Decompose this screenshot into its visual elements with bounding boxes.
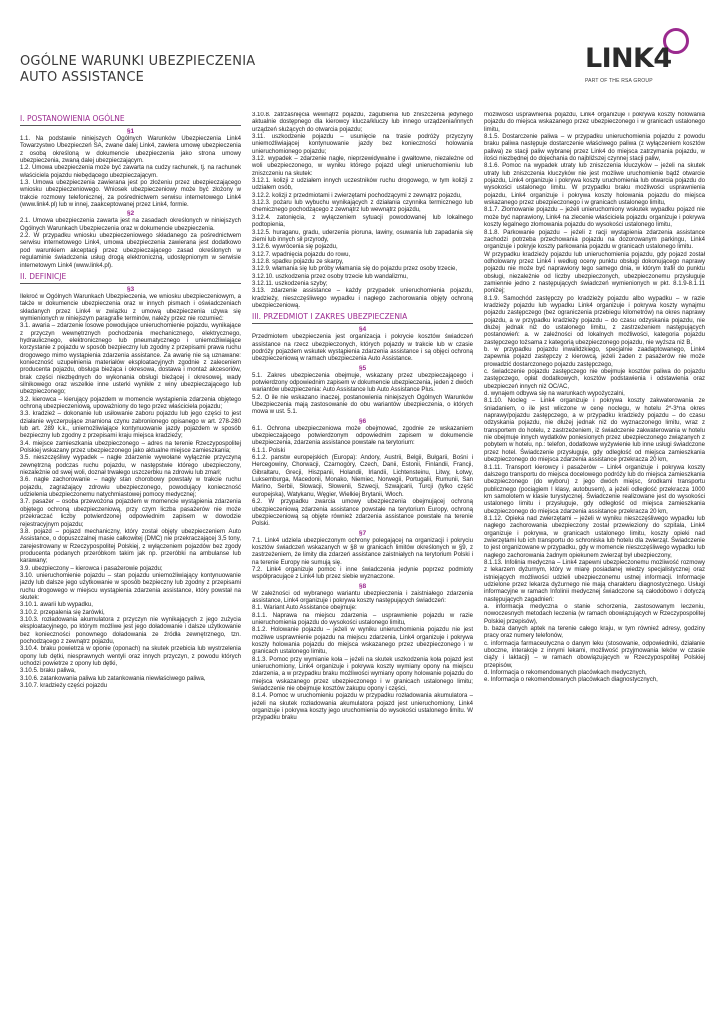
text-column-1 — [20, 112, 241, 1014]
paragraph: 6.1.2. panstw europejskich (Europa): Andory, Austrii, Belgii, Bułgarii, Bośni i Hercegowiny, Chorwacji, Czarnogóry, Czech, Danii, Estonii, Finlandii, Francji, Gibraltaru, Grecji, Hiszpanii, Holandii, Irlandii, Lichtensteinu, Litwy, Łotwy, Luksemburga, Macedonii, Monako, Niemiec, Norwegii, Portugalii, Rumunii, San Marino, Serbii, Słowacji, Słowenii, Szwecji, Szwajcarii, Turcji (tylko część europejska), Watykanu, Węgier, Wielkiej Brytanii, Włoch. — [252, 455, 473, 498]
paragraph: 3.11. uszkodzenie pojazdu – usunięcie na trasie podróży przyczyny uniemożliwiającej kontynuowanie jazdy bez konieczności holowania unieruchomionego pojazdu; — [252, 134, 473, 155]
paragraph: d. wynajem odbywa się na warunkach wypożyczalni, — [484, 391, 625, 398]
paragraph: 2.2. W przypadku wniosku ubezpieczeniowego składanego za pośrednictwem serwisu internetowego Link4, umowa ubezpieczenia zawierana jest dodatkowo pod warunkiem akceptacji przez ubezpieczającego zasad określonych w regulaminie świadczenia usług drogą elektroniczną, udostępnionym w serwisie internetowym Link4 (www.link4.pl). — [20, 233, 241, 269]
text-column-3 — [484, 112, 705, 1014]
paragraph: 3.10.1. awarii lub wypadku, — [20, 602, 93, 609]
paragraph: 1.2. Umowa ubezpieczenia może być zawarta na cudzy rachunek, tj. na rachunek właściciela pojazdu niebędącego ubezpieczającym. — [20, 165, 241, 179]
paragraph: 3.13. zdarzenie assistance – każdy przypadek unieruchomienia pojazdu, kradzieży, nieszczęśliwego wypadku i nagłego zachorowania objęty ochroną ubezpieczeniową. — [252, 288, 473, 309]
paragraph: 3.10.2. przepalenia się żarówki, — [20, 609, 105, 616]
paragraph: Ilekroć w Ogólnych Warunkach Ubezpieczenia, we wniosku ubezpieczeniowym, a także w dokumencie ubezpieczenia oraz w innych pismach i oświadczeniach składanych przez Link4 w związku z umową ubezpieczenia używa się wymienionych w niniejszym paragrafie terminów, należy przez nie rozumieć: — [20, 293, 241, 322]
paragraph: W przypadku kradzieży pojazdu lub unieruchomienia pojazdu, gdy pojazd został odholowany przez Link4 i według oceny punktu obsługi dokonującego naprawy pojazdu nie może być naprawiony tego samego dnia, w którym trafił do punktu obsługi, niezależnie od liczby ubezpieczonych, ubezpieczonemu przysługuje zamiennie jedno z następujących świadczeń wymienionych w pkt. 8.1.9-8.1.11 poniżej; — [484, 251, 705, 295]
paragraph-number: §2 — [126, 210, 135, 218]
paragraph: 8.1.5. Dostarczenie paliwa – w przypadku unieruchomienia pojazdu z powodu braku paliwa następuje dostarczenie właściwego paliwa (z wyłączeniem kosztów paliwa) ze stacji paliw wybranej przez Link4 do miejsca zatrzymania pojazdu, w ilości niezbędnej do dojechania do najbliższej czynnej stacji paliw, — [484, 134, 705, 163]
paragraph: 1.1. Na podstawie niniejszych Ogólnych Warunków Ubezpieczenia Link4 Towarzystwo Ubezpieczeń SA, zwane dalej Link4, zawiera umowę ubezpieczenia z osobą określoną w dokumencie ubezpieczenia jako strona umowy ubezpieczenia, zwaną dalej ubezpieczającym. — [20, 136, 241, 165]
paragraph: możliwości usprawnienia pojazdu, Link4 organizuje i pokrywa koszty holowania pojazdu do miejsca wskazanego przez ubezpieczonego i w granicach ustalonego limitu, — [484, 112, 705, 133]
paragraph-number: §8 — [358, 582, 367, 590]
paragraph: 8.1.1. Naprawa na miejscu zdarzenia – usprawnienie pojazdu w razie unieruchomienia pojazdu do wysokości ustalonego limitu, — [252, 612, 473, 626]
paragraph: 3.10.4. braku powietrza w oponie (oponach) na skutek przebicia lub wystrzelenia opony lub dętki, niesprawnych wentyli oraz innych przyczyn, z powodu których uchodzi powietrze z opony lub dętki, — [20, 646, 241, 668]
paragraph-number: §1 — [126, 128, 135, 135]
logo-wordmark: LINK4 — [585, 43, 672, 74]
paragraph: 3.12.9. włamania się lub próby włamania się do pojazdu przez osoby trzecie, — [252, 266, 458, 273]
paragraph-number: §3 — [126, 285, 135, 293]
paragraph: 3.10.6. zatankowania paliwa lub zatankowania niewłaściwego paliwa, — [20, 675, 206, 682]
paragraph: 3.10.7. kradzieży części pojazdu — [20, 683, 108, 690]
paragraph: 3.12.11. uszkodzenia szyby; — [252, 280, 328, 287]
paragraph: c. informacja farmaceutyczna o danym leku (stosowanie, odpowiedniki, działanie uboczne, interakcje z innymi lekami, możliwość przyjmowania leków w czasie ciąży i laktacji) – w ramach obowiązujących w Rzeczypospolitej Polskiej przepisów, — [484, 640, 705, 669]
paragraph: 8.1.4. Pomoc w uruchomieniu pojazdu w przypadku rozładowania akumulatora – jeżeli na skutek rozładowania akumulatora pojazd jest unieruchomiony, Link4 organizuje i pokrywa koszty jego uruchomienia do wysokości ustalonego limitu. W przypadku braku — [252, 693, 473, 722]
paragraph: 3.12.7. wpadnięcia pojazdu do rowu, — [252, 251, 351, 258]
paragraph: b. w przypadku pojazdu inwalidzkiego, specjalnie zaadaptowanego, Link4 zapewnia pojazd zastępczy z kierowcą, jeżeli żaden z pasażerów nie może prowadzić dostarczonego pojazdu zastępczego, — [484, 347, 705, 368]
paragraph: 3.12.6. wywrócenia się pojazdu, — [252, 244, 338, 251]
document-body — [20, 112, 705, 1014]
paragraph: 8.1.11. Transport kierowcy i pasażerów – Link4 organizuje i pokrywa koszty dalszego transportu do miejsca docelowego podróży lub do miejsca zamieszkania ubezpieczonego (do wyboru) z jego dwóch miejsc, środkami transportu publicznego (pociągiem I klasy, autobusem), a jeżeli odległość przekracza 1000 km samolotem w klasie turystycznej. Świadczenie realizowane jest do wysokości ustalonego limitu i przysługuje, gdy odległość od miejsca zamieszkania ubezpieczonego do miejsca zdarzenia assistance przekracza 20 km, — [484, 464, 705, 515]
paragraph: 3.7. pasażer – osoba przewożona pojazdem w momencie wystąpienia zdarzenia objętego ochroną ubezpieczeniową, przy czym liczba pasażerów nie może przekraczać liczby potwierdzonej odpowiednim zapisem w dowodzie rejestracyjnym pojazdu; — [20, 499, 241, 528]
paragraph: 3.12.1. kolizji z udziałem innych uczestników ruchu drogowego, w tym kolizji z udziałem osób, — [252, 178, 473, 192]
document-title-line-2: AUTO ASSISTANCE — [20, 70, 145, 85]
paragraph: 3.6. nagłe zachorowanie – nagły stan chorobowy powstały w trakcie ruchu pojazdu, zagrażający zdrowiu ubezpieczonego, powodujący konieczność udzielenia ubezpieczonemu natychmiastowej pomocy medycznej; — [20, 477, 241, 499]
paragraph: 3.12.8. spadku pojazdu ze skarpy, — [252, 258, 344, 265]
paragraph: 3.12.10. uszkodzenia przez osoby trzecie lub wandalizmu, — [252, 273, 408, 280]
paragraph-number: §4 — [358, 326, 367, 334]
paragraph: 8.1.3. Pomoc przy wymianie koła – jeżeli na skutek uszkodzenia koła pojazd jest unieruchomiony, Link4 organizuje i pokrywa koszty wymiany opony na miejscu zdarzenia, a w przypadku braku możliwości wymiany opony holowanie pojazdu do miejsca wskazanego przez ubezpieczonego i w granicach ustalonego limitu; świadczenie nie obejmuje kosztów zakupu opony i części, — [252, 656, 473, 693]
paragraph: 3.10.8. zatrzaśnięcia wewnątrz pojazdu, zagubienia lub zniszczenia jedynego aktualnie dostępnego dla kierowcy klucza/kluczy lub innego urządzenia/innych urządzeń służących do otwarcia pojazdu; — [252, 112, 473, 133]
paragraph: c. świadczenie pojazdu zastępczego nie obejmuje kosztów paliwa do pojazdu zastępczego, opłat dodatkowych, kosztów podstawienia i odstawienia oraz ubezpieczeń innych niż OC/AC, — [484, 369, 705, 390]
paragraph: 8.1.8. Parkowanie pojazdu – jeżeli z racji wystąpienia zdarzenia assistance zachodzi potrzeba przechowania pojazdu na dozorowanym parkingu, Link4 organizuje i pokryje koszty parkowania pojazdu w granicach ustalonego limitu. — [484, 229, 705, 251]
paragraph: 3.8. pojazd – pojazd mechaniczny, który został objęty ubezpieczeniem Auto Assistance, o dopuszczalnej masie całkowitej (DMC) nie przekraczającej 3,5 tony, zarejestrowany w Rzeczypospolitej Polskiej, z wyłączeniem pojazdów bez zgody producenta podanych przeróbkom takim jak np. przeróbki na ambulanse lub karawany; — [20, 528, 241, 565]
section-heading: I. POSTANOWIENIA OGÓLNE — [20, 114, 241, 126]
paragraph: 3.12.2. kolizji z przedmiotami i zwierzętami pochodzącymi z zewnątrz pojazdu, — [252, 192, 462, 199]
paragraph: 7.1. Link4 udziela ubezpieczonym ochrony polegającej na organizacji i pokryciu kosztów świadczeń wskazanych w §8 w granicach limitów określonych w §9, z zastrzeżeniem, że limity dla zdarzeń assistance zaistniałych na terytorium Polski i na terenie Europy nie sumują się. — [252, 537, 473, 566]
paragraph: 8.1.7. Złomowanie pojazdu – jeżeli unieruchomiony wskutek wypadku pojazd nie może być naprawiony, Link4 na zlecenie właściciela pojazdu organizuje i pokrywa koszty legalnego złomowania pojazdu do wysokości ustalonego limitu, — [484, 207, 705, 229]
logo-tagline: PART OF THE RSA GROUP — [585, 78, 653, 84]
paragraph: d. Informacja o rekomendowanych placówkach medycznych, — [484, 670, 647, 677]
paragraph: 3.12.5. huraganu, gradu, uderzenia pioruna, lawiny, osuwania lub zapadania się ziemi lub innych sił przyrody, — [252, 229, 473, 243]
paragraph: 8.1.13. Infolinia medyczna – Link4 zapewni ubezpieczonemu możliwość rozmowy z lekarzem dyżurnym, który w miarę posiadanej wiedzy specjalistycznej oraz istniejących możliwości udzieli ubezpieczonemu ustnej informacji. Informacje udzielone przez lekarza dyżurnego nie mają charakteru diagnostycznego. Usługi informacyjne w ramach Infolinii medycznej świadczone są całodobowo i dotyczą następujących zagadnień: — [484, 559, 705, 603]
paragraph: 8.1.9. Samochód zastępczy po kradzieży pojazdu albo wypadku – w razie kradzieży pojazdu lub wypadku Link4 organizuje i pokrywa koszty wynajmu pojazdu zastępczego (bez ograniczenia przebiegu kilometrów) na okres naprawy pojazdu, a w przypadku kradzieży pojazdu – do czasu odzyskania pojazdu, nie dłużej jednak niż do ustalonego limitu, z zastrzeżeniem następujących postanowień: a. w zależności od lokalnych możliwości, kategoria pojazdu zastępczego tożsama z kategorią ubezpieczonego pojazdu, nie wyższa niż B, — [484, 295, 705, 346]
paragraph: 3.1. awaria – zdarzenie losowe powodujące unieruchomienie pojazdu, wynikające z przyczyn wewnętrznych pochodzenia mechanicznego, elektrycznego, hydraulicznego, elektronicznego lub pneumatycznego i uniemożliwiające korzystanie z pojazdu w sposób bezpieczny lub zgodny z przepisami prawa ruchu drogowego mimo wystąpienia zdarzenia assistance. Za awarię nie są uznawane: konieczność uzupełnienia materiałów eksploatacyjnych zgodnie z zaleceniem producenta pojazdu, obsługa bieżąca i okresowa, dostawa i montaż akcesoriów, brak części niezbędnych do wykonania obsługi bieżącej i okresowej, wady silnikowego oraz wszelkie inne usterki wynikłe z winy ubezpieczającego lub ubezpieczonego; — [20, 323, 241, 396]
paragraph: W zależności od wybranego wariantu ubezpieczenia i zaistniałego zdarzenia assistance, Link4 organizuje i pokrywa koszty następujących świadczeń: — [252, 590, 473, 604]
paragraph: 6.1.1. Polski — [252, 447, 285, 454]
paragraph: 3.5. nieszczęśliwy wypadek – nagłe zdarzenie wywołane wyłącznie przyczyną zewnętrzną podczas ruchu pojazdu, w następstwie którego ubezpieczony, niezależnie od swej woli, doznał trwałego uszczerbku na zdrowiu lub zmarł; — [20, 455, 241, 477]
section-heading: II. DEFINICJE — [20, 272, 241, 284]
paragraph: 6.1. Ochrona ubezpieczeniowa może obejmować, zgodnie ze wskazaniem ubezpieczającego potwierdzonym odpowiednim zapisem w dokumencie ubezpieczenia, zdarzenia assistance powstałe na terytorium: — [252, 425, 473, 447]
paragraph: 3.2. kierowca – kierujący pojazdem w momencie wystąpienia zdarzenia objętego ochroną ubezpieczeniową, upoważniony do tego przez właściciela pojazdu; — [20, 396, 241, 410]
paragraph: 3.12. wypadek – zdarzenie nagłe, nieprzewidywalne i gwałtowne, niezależne od woli ubezpieczonego, w wyniku którego pojazd uległ unieruchomieniu lub zniszczeniu na skutek: — [252, 156, 473, 177]
paragraph: 3.4. miejsce zamieszkania ubezpieczonego – adres na terenie Rzeczypospolitej Polskiej wskazany przez ubezpieczonego jako aktualne miejsce zamieszkania; — [20, 440, 241, 455]
paragraph-number: §6 — [358, 417, 367, 425]
paragraph-number: §7 — [358, 529, 367, 537]
paragraph: 3.12.4. zatonięcia, z wyłączeniem sytuacji powodowanej lub lokalnego podtopienia, — [252, 214, 473, 229]
paragraph: 5.2. O ile nie wskazano inaczej, postanowienia niniejszych Ogólnych Warunków Ubezpieczenia mają zastosowanie do obu wariantów ubezpieczenia, o których mowa w ust. 5.1. — [252, 394, 473, 416]
paragraph: 8.1.10. Nocleg – Link4 organizuje i pokrywa koszty zakwaterowania ze śniadaniem, o ile jest wliczone w cenę noclegu, w hotelu 2*-3*na okres naprawy/pojazdu zastępczego, a w przypadku kradzieży pojazdu – do czasu odzyskania pojazdu, nie dłużej jednak niż do wyznaczonego limitu, wraz z transportem do hotelu, z zastrzeżeniem, iż świadczenie zakwaterowania w hotelu nie obejmuje innych wydatków poniesionych przez ubezpieczonego związanych z pobytem w hotelu, np.: telefon, dodatkowe wyżywienie lub inne usługi świadczone przez hotel. Świadczenie przysługuje, gdy odległość od miejsca zamieszkania ubezpieczonego do miejsca zdarzenia assistance przekracza 20 km, — [484, 398, 705, 464]
paragraph: 5.1. Zakres ubezpieczenia obejmuje, wskazany przez ubezpieczającego i potwierdzony odpowiednim zapisem w dokumencie ubezpieczenia, jeden z dwóch wariantów ubezpieczenia: Auto Assistance lub Auto Assistance Plus. — [252, 372, 473, 394]
link4-logo — [585, 28, 707, 94]
document-title-line-1: OGÓLNE WARUNKI UBEZPIECZENIA — [20, 54, 256, 69]
paragraph-number: §5 — [358, 364, 367, 372]
paragraph: 3.12.3. pożaru lub wybuchu wynikających z działania czynnika termicznego lub chemicznego pochodzącego z zewnątrz lub wewnątrz pojazdu, — [252, 200, 473, 214]
paragraph: 7.2. Link4 organizuje pomoc i inne świadczenia jedynie poprzez podmioty współpracujące z Link4 lub przez siebie wyznaczone. — [252, 566, 473, 581]
paragraph: 3.10.5. braku paliwa, — [20, 668, 76, 675]
section-heading: III. PRZEDMIOT I ZAKRES UBEZPIECZENIA — [252, 312, 473, 324]
paragraph: 6.2. W przypadku zwarcia umowy ubezpieczenia obejmującej ochroną ubezpieczeniową zdarzenia assistance powstałe na terytorium Europy, ochroną ubezpieczeniową są objęte również zdarzenia assistance powstałe na terenie Polski. — [252, 499, 473, 528]
paragraph: e. Informacja o rekomendowanych placówkach diagnostycznych, — [484, 677, 658, 684]
paragraph: 2.1. Umowa ubezpieczenia zawarta jest na zasadach określonych w niniejszych Ogólnych Warunkach Ubezpieczenia oraz w dokumencie ubezpieczenia. — [20, 218, 241, 232]
paragraph: b. baza danych aptek na terenie całego kraju, w tym również adresy, godziny pracy oraz numery telefonów, — [484, 626, 705, 640]
text-column-2 — [252, 112, 473, 1014]
paragraph: 3.9. ubezpieczony – kierowca i pasażerowie pojazdu; — [20, 565, 163, 572]
paragraph: 1.3. Umowa ubezpieczenia zawierana jest po złożeniu przez ubezpieczającego wniosku ubezpieczeniowego. Wniosek ubezpieczeniowy może być złożony w trakcie rozmowy telefonicznej, za pośrednictwem serwisu internetowego Link4 (www.link4.pl) lub w innej, zaakceptowanej przez Link4, formie. — [20, 180, 241, 209]
paragraph: 3.3. kradzież – dokonanie lub usiłowanie zaboru pojazdu lub jego części to jest działanie wyczerpujące znamiona czynu zabronionego opisanego w art. 278-280 lub art. 289 k.k., uniemożliwiające kontynuowanie jazdy pojazdem w sposób bezpieczny lub zgodny z przepisami kraju miejsca kradzieży; — [20, 411, 241, 440]
paragraph: 8.1.2. Holowanie pojazdu – jeżeli w wyniku unieruchomienia pojazdu nie jest możliwe usprawnienie pojazdu na miejscu zdarzenia, Link4 organizuje i pokrywa koszty holowania pojazdu do miejsca wskazanego przez ubezpieczonego i w granicach ustalonego limitu, — [252, 627, 473, 656]
paragraph: 3.10. unieruchomienie pojazdu – stan pojazdu uniemożliwiający kontynuowanie jazdy lub dalsze jego użytkowanie w sposób bezpieczny lub zgodny z przepisami ruchu drogowego w miejscu wystąpienia zdarzenia assistance, który powstał na skutek: — [20, 572, 241, 601]
paragraph: Przedmiotem ubezpieczenia jest organizacja i pokrycie kosztów świadczeń assistance na rzecz ubezpieczonych, których pojazdy w trakcie lub w czasie podróży pojazdem wskutek wystąpienia zdarzenia assistance i są objęci ochroną ubezpieczeniową w ramach ubezpieczenia Auto Assistance. — [252, 334, 473, 363]
paragraph: a. informacja medyczna o stanie schorzenia, zastosowanym leczeniu, nowoczesnych metodach leczenia (w ramach obowiązujących w Rzeczypospolitej Polskiej przepisów), — [484, 604, 705, 625]
document-header — [0, 0, 725, 105]
paragraph: 8.1. Wariant Auto Assistance obejmuje: — [252, 605, 357, 612]
paragraph: 3.10.3. rozładowania akumulatora z przyczyn nie wynikających z jego zużycia eksploatacyjnego, po którym możliwe jest jego doładowanie i dalsze użytkowanie bez konieczności ponownego doładowania ze źródła zewnętrznego, tzn. pochodzącego z zewnątrz pojazdu, — [20, 616, 241, 645]
paragraph: 8.1.12. Opieka nad zwierzętami – jeżeli w wyniku nieszczęśliwego wypadku lub nagłego zachorowania ubezpieczony został przewieziony do szpitala, Link4 organizuje i pokrywa, w granicach ustalonego limitu, koszty opieki nad zwierzętami lub ich transportu do schroniska lub hotelu dla zwierząt. Świadczenie to jest organizowane w przypadku, gdy w momencie nieszczęśliwego wypadku lub nagłego zachorowania żadnym opiekunem zwierząt był ubezpieczony, — [484, 515, 705, 559]
document-title — [20, 54, 255, 86]
paragraph: 8.1.6. Pomoc na wypadek utraty lub zniszczenia kluczyków – jeżeli na skutek utraty lub zniszczenia kluczyków nie jest możliwe uruchomienie bądź otwarcie pojazdu, Link4 organizuje i pokrywa koszty uruchomienia lub otwarcia pojazdu do wysokości ustalonego limitu. W przypadku braku możliwości usprawnienia pojazdu, Link4 organizuje i pokrywa koszty holowania pojazdu do miejsca wskazanego przez ubezpieczonego i w granicach ustalonego limitu, — [484, 163, 705, 207]
